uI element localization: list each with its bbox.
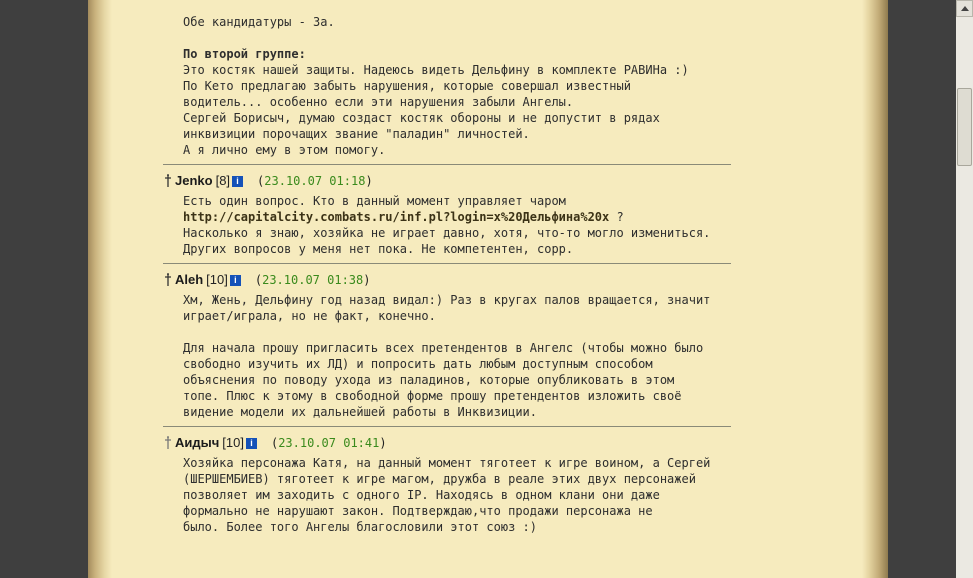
post-line: видение модели их дальнейшей работы в Инквизиции. xyxy=(183,405,538,419)
author-level: [8] xyxy=(215,173,231,188)
info-icon[interactable]: i xyxy=(230,275,241,286)
post-body xyxy=(163,193,733,257)
author-name[interactable]: Aleh xyxy=(175,272,204,287)
paladin-cross-icon xyxy=(163,174,174,188)
post-line: объяснения по поводу ухода из паладинов, которые опубликовать в этом xyxy=(183,373,675,387)
right-background xyxy=(888,0,956,578)
post-line: Сергей Борисыч, думаю создаст костяк обороны и не допустит в рядах xyxy=(183,111,660,125)
post-date-value: 23.10.07 01:41 xyxy=(278,436,380,450)
scroll-up-button[interactable] xyxy=(956,0,973,17)
left-background xyxy=(0,0,88,578)
post-body xyxy=(163,455,733,535)
post-divider xyxy=(163,263,731,264)
parchment-edge-left xyxy=(88,0,112,578)
post-date: (23.10.07 01:18) xyxy=(257,174,373,188)
vertical-scrollbar[interactable] xyxy=(956,0,973,578)
post-line: Хозяйка персонажа Катя, на данный момент тяготеет к игре воином, а Сергей xyxy=(183,456,711,470)
post-header xyxy=(163,435,733,451)
post-line: инквизиции порочащих звание "паладин" личностей. xyxy=(183,127,530,141)
post-line: По Кето предлагаю забыть нарушения, которые совершал известный xyxy=(183,79,631,93)
character-info-link[interactable]: http://capitalcity.combats.ru/inf.pl?login=x%20Дельфина%20x xyxy=(183,210,610,224)
paladin-cross-icon xyxy=(163,436,174,450)
post-line: позволяет им заходить с одного IP. Находясь в одном клани они даже xyxy=(183,488,660,502)
post-date: (23.10.07 01:41) xyxy=(270,436,387,450)
post-line: Это костяк нашей защиты. Надеюсь видеть Дельфину в комплекте РАВИНа :) xyxy=(183,63,689,77)
post-line: Для начала прошу пригласить всех претендентов в Ангелс (чтобы можно было xyxy=(183,341,704,355)
post-line: (ШЕРШЕМБИЕВ) тяготеет к игре магом, дружба в реале этих двух персонажей xyxy=(183,472,696,486)
post-date-value: 23.10.07 01:18 xyxy=(264,174,366,188)
post-date-value: 23.10.07 01:38 xyxy=(262,273,364,287)
post-line: Других вопросов у меня нет пока. Не компетентен, сорр. xyxy=(183,242,574,256)
author-name[interactable]: Jenko xyxy=(175,173,213,188)
post-divider xyxy=(163,426,731,427)
post-header xyxy=(163,272,733,288)
post-line xyxy=(183,209,733,225)
author-level: [10] xyxy=(222,435,244,450)
arrow-up-icon xyxy=(961,6,969,11)
post-line: топе. Плюс к этому в свободной форме прошу претендентов изложить своё xyxy=(183,389,682,403)
post-body xyxy=(163,14,733,158)
link-suffix: ? xyxy=(609,210,624,224)
forum-thread xyxy=(163,14,733,535)
post-line: водитель... особенно если эти нарушения забыли Ангелы. xyxy=(183,95,574,109)
post-line: Обе кандидатуры - За. xyxy=(183,15,335,29)
post-line: А я лично ему в этом помогу. xyxy=(183,143,386,157)
post-line: Есть один вопрос. Кто в данный момент управляет чаром xyxy=(183,194,566,208)
post-divider xyxy=(163,164,731,165)
scroll-thumb[interactable] xyxy=(957,88,972,166)
parchment-edge-right xyxy=(862,0,888,578)
post-line: Насколько я знаю, хозяйка не играет давно, хотя, что-то могло измениться. xyxy=(183,226,711,240)
post-line: играет/играла, но не факт, конечно. xyxy=(183,309,436,323)
paladin-cross-icon xyxy=(163,273,174,287)
post-body xyxy=(163,292,733,420)
post-header xyxy=(163,173,733,189)
post-line: формально не нарушают закон. Подтверждаю,что продажи персонажа не xyxy=(183,504,653,518)
post-line: Хм, Жень, Дельфину год назад видал:) Раз в кругах палов вращается, значит xyxy=(183,293,711,307)
author-level: [10] xyxy=(206,272,228,287)
group-heading: По второй группе: xyxy=(183,47,306,61)
author-name[interactable]: Аидыч xyxy=(175,435,220,450)
post-line: было. Более того Ангелы благословили этот союз :) xyxy=(183,520,538,534)
info-icon[interactable]: i xyxy=(232,176,243,187)
post-line: свободно изучить их ЛД) и попросить дать любым доступным способом xyxy=(183,357,653,371)
post-date: (23.10.07 01:38) xyxy=(254,273,371,287)
info-icon[interactable]: i xyxy=(246,438,257,449)
